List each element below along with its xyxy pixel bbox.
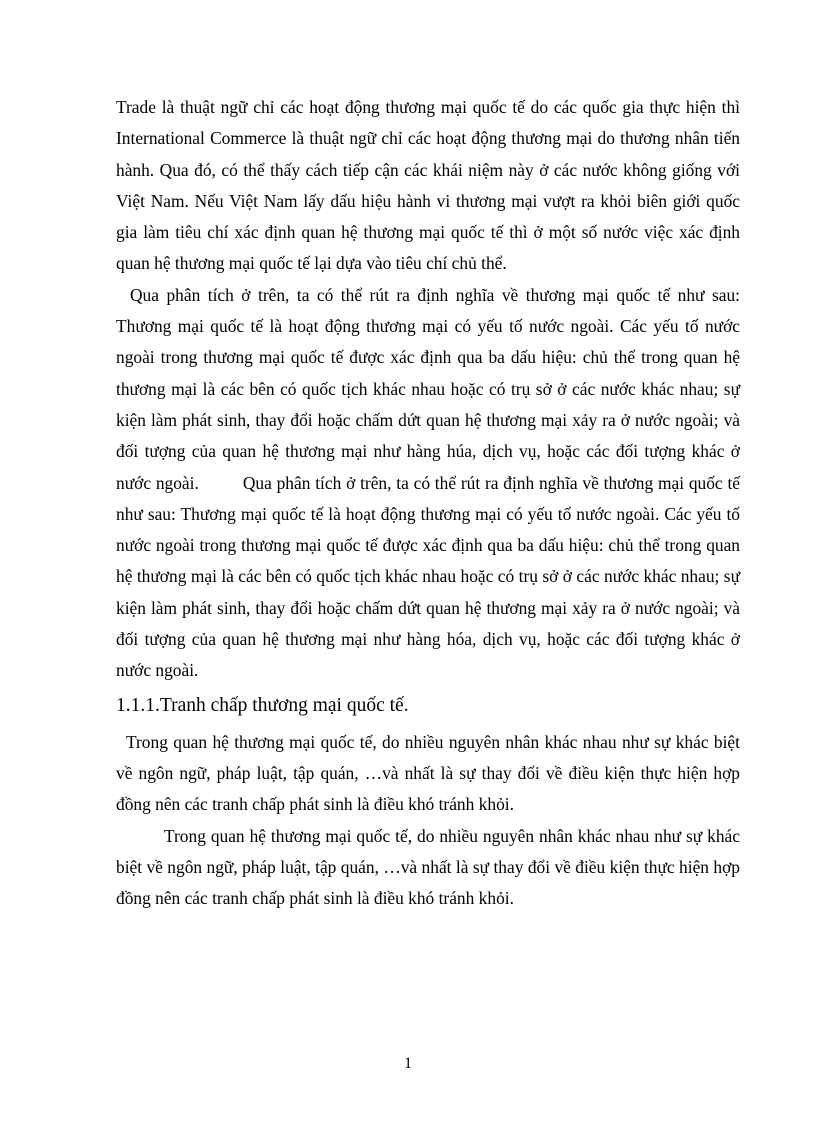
paragraph-trade-disputes: Trong quan hệ thương mại quốc tế, do nhiều nguyên nhân khác nhau như sự khác biệt về ngôn ngữ, pháp luật, tập quán, …và nhất là sự thay đổi về điều kiện thực hiện hợp đồng nên các tranh chấp phát sinh là điều khó tránh khỏi. — [116, 731, 740, 815]
paragraph-text-first: Qua phân tích ở trên, ta có thể rút ra định nghĩa về thương mại quốc tế như sau: Thương mại quốc tế là hoạt động thương mại có yếu tố nước ngoài. Các yếu tố nước ngoài trong thương mại quốc tế được xác định qua ba dấu hiệu: chủ thể trong quan hệ thương mại là các bên có quốc tịch khác nhau hoặc có trụ sở ở các nước khác nhau; sự kiện làm phát sinh, thay đổi hoặc chấm dứt quan hệ thương mại xảy ra ở nước ngoài; và đối tượng của quan hệ thương mại như hàng húa, dịch vụ, hoặc các đối tượng khác ở nước ngoài. — [116, 284, 740, 493]
paragraph-trade-definition: Trade là thuật ngữ chỉ các hoạt động thương mại quốc tế do các quốc gia thực hiện thì International Commerce là thuật ngữ chỉ các hoạt động thương mại do thương nhân tiến hành. Qua đó, có thể thấy cách tiếp cận các khái niệm này ở các nước không giống với Việt Nam. Nếu Việt Nam lấy dấu hiệu hành vi thương mại vượt ra khỏi biên giới quốc gia làm tiêu chí xác định quan hệ thương mại quốc tế thì ở một số nước việc xác định quan hệ thương mại quốc tế lại dựa vào tiêu chí chủ thể. — [116, 97, 740, 274]
paragraph-trade-disputes-repeat: Trong quan hệ thương mại quốc tế, do nhiều nguyên nhân khác nhau như sự khác biệt về ngôn ngữ, pháp luật, tập quán, …và nhất là sự thay đổi về điều kiện thực hiện hợp đồng nên các tranh chấp phát sinh là điều khó tránh khỏi. — [116, 825, 740, 909]
page-number: 1 — [404, 1055, 412, 1072]
paragraph-text-repeated: Qua phân tích ở trên, ta có thể rút ra định nghĩa về thương mại quốc tế như sau: Thương mại quốc tế là hoạt động thương mại có yếu tố nước ngoài. Các yếu tố nước ngoài trong thương mại quốc tế được xác định qua ba dấu hiệu: chủ thể trong quan hệ thương mại là các bên có quốc tịch khác nhau hoặc có trụ sở ở các nước khác nhau; sự kiện làm phát sinh, thay đổi hoặc chấm dứt quan hệ thương mại xảy ra ở nước ngoài; và đối tượng của quan hệ thương mại như hàng hóa, dịch vụ, hoặc các đối tượng khác ở nước ngoài. — [116, 472, 740, 681]
paragraph-international-trade-definition — [116, 280, 740, 687]
section-heading: 1.1.1.Tranh chấp thương mại quốc tế. — [116, 694, 409, 716]
body-text — [116, 92, 740, 914]
